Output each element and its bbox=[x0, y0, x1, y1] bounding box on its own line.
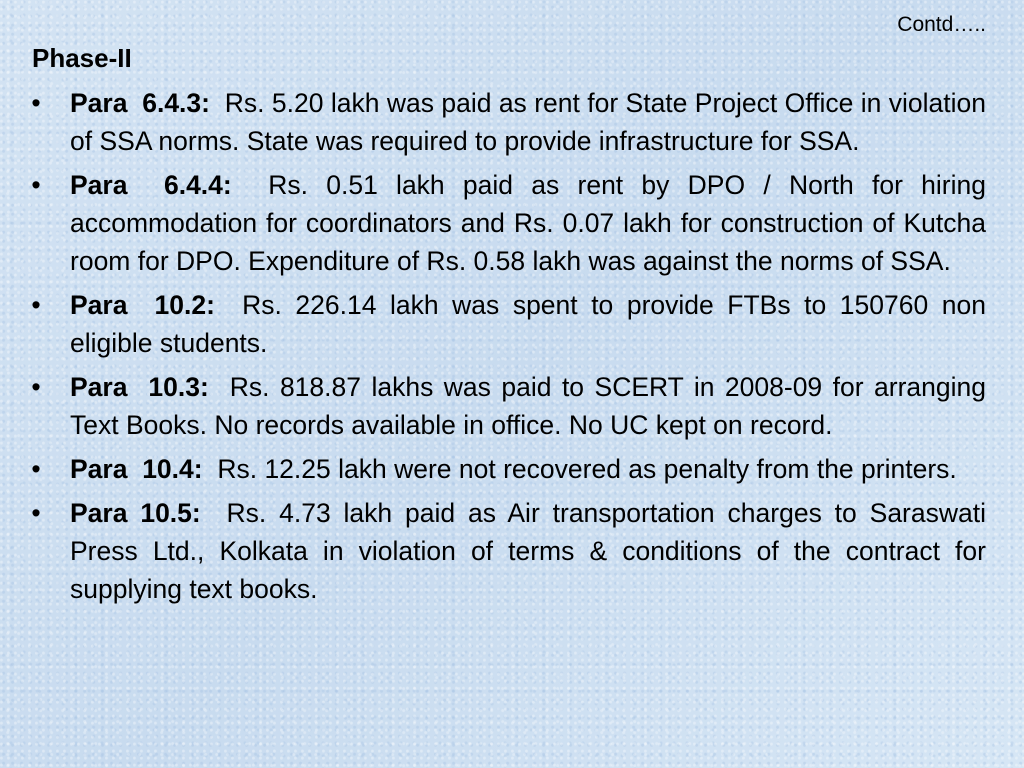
audit-para-list bbox=[26, 84, 986, 614]
para-item bbox=[26, 286, 986, 362]
para-item bbox=[26, 84, 986, 160]
para-item bbox=[26, 450, 986, 488]
para-item bbox=[26, 166, 986, 280]
para-label: Para 10.5: bbox=[70, 498, 214, 528]
bullet-icon: • bbox=[31, 372, 41, 402]
para-label: Para 10.4: bbox=[70, 454, 210, 484]
bullet-icon: • bbox=[31, 88, 41, 118]
para-text: Rs. 4.73 lakh paid as Air transportation charges to Saraswati Press Ltd., Kolkata in violation of terms & conditions of the contract for supplying text books. bbox=[70, 498, 986, 604]
para-label: Para 6.4.3: bbox=[70, 88, 218, 118]
para-text: Rs. 226.14 lakh was spent to provide FTBs to 150760 non eligible students. bbox=[70, 290, 986, 358]
slide-title: Phase-II bbox=[32, 43, 132, 73]
para-label: Para 10.3: bbox=[70, 372, 220, 402]
contd-label: Contd….. bbox=[897, 13, 986, 36]
bullet-icon: • bbox=[31, 290, 41, 320]
para-text: Rs. 818.87 lakhs was paid to SCERT in 2008-09 for arranging Text Books. No records available in office. No UC kept on record. bbox=[70, 372, 986, 440]
para-item bbox=[26, 368, 986, 444]
para-text: Rs. 0.51 lakh paid as rent by DPO / North for hiring accommodation for coordinators and Rs. 0.07 lakh for construction of Kutcha room for DPO. Expenditure of Rs. 0.58 lakh was against the norms of SSA. bbox=[70, 170, 986, 276]
bullet-icon: • bbox=[31, 498, 41, 528]
para-label: Para 6.4.4: bbox=[70, 170, 250, 200]
bullet-icon: • bbox=[31, 454, 41, 484]
bullet-icon: • bbox=[31, 170, 41, 200]
para-text: Rs. 5.20 lakh was paid as rent for State Project Office in violation of SSA norms. State was required to provide infrastructure for SSA. bbox=[70, 88, 986, 156]
para-item bbox=[26, 494, 986, 608]
para-label: Para 10.2: bbox=[70, 290, 229, 320]
para-text: Rs. 12.25 lakh were not recovered as penalty from the printers. bbox=[217, 454, 957, 484]
